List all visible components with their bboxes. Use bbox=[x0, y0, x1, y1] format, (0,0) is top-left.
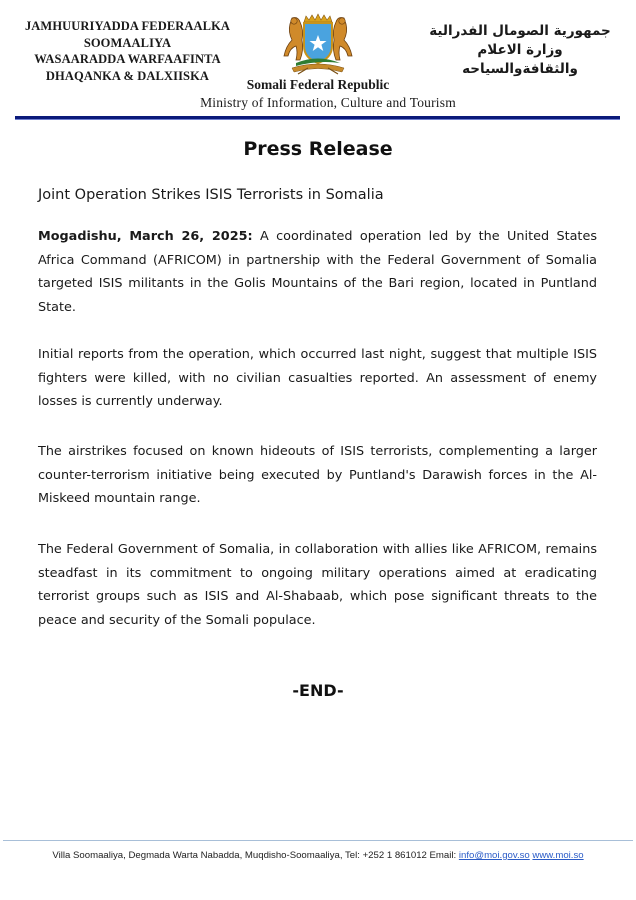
document-title: Press Release bbox=[243, 138, 393, 160]
document-subtitle: Joint Operation Strikes ISIS Terrorists in Somalia bbox=[38, 187, 384, 203]
paragraph-text: A coordinated operation led by the United States Africa Command (AFRICOM) in partnership with the Federal Government of Somalia targeted ISIS militants in the Golis Mountains of the Bari region, located in Puntland State. bbox=[38, 229, 597, 315]
dateline: Mogadishu, March 26, 2025: bbox=[38, 229, 253, 244]
somali-heading-line: SOOMAALIYA bbox=[83, 35, 172, 50]
paragraph-1 bbox=[38, 225, 597, 319]
ministry-name: Ministry of Information, Culture and Tourism bbox=[200, 95, 456, 110]
somali-heading-line: WASAARADDA WARFAAFINTA bbox=[34, 52, 221, 66]
end-marker: -END- bbox=[292, 681, 344, 700]
arabic-heading-line: وزارة الاعلام bbox=[477, 42, 563, 58]
arabic-heading bbox=[420, 22, 620, 79]
website-link[interactable]: www.moi.so bbox=[532, 850, 584, 861]
footer-divider bbox=[3, 840, 633, 841]
footer-address: Villa Soomaaliya, Degmada Warta Nabadda, Muqdisho-Soomaaliya, Tel: +252 1 861012 Email: bbox=[52, 850, 459, 861]
header-divider bbox=[15, 116, 620, 120]
somali-heading-line: JAMHUURIYADDA FEDERAALKA bbox=[24, 19, 231, 33]
paragraph-4 bbox=[38, 538, 597, 632]
paragraph-text: Initial reports from the operation, which occurred last night, suggest that multiple ISIS fighters were killed, with no civilian casualties reported. An assessment of enemy losses is currently underway. bbox=[38, 347, 597, 409]
arabic-heading-line: جمهورية الصومال الفدرالية bbox=[429, 23, 611, 39]
email-link[interactable]: info@moi.gov.so bbox=[458, 850, 530, 861]
paragraph-text: The airstrikes focused on known hideouts of ISIS terrorists, complementing a larger counter-terrorism initiative being executed by Puntland's Darawish forces in the Al-Miskeed mountain range. bbox=[38, 444, 597, 506]
somali-heading-line: DHAQANKA & DALXIISKA bbox=[45, 68, 210, 83]
arabic-heading-line: والثقافةوالسياحه bbox=[462, 61, 578, 77]
paragraph-3 bbox=[38, 440, 597, 511]
footer bbox=[0, 850, 636, 861]
paragraph-2 bbox=[38, 343, 597, 414]
republic-name: Somali Federal Republic bbox=[246, 77, 390, 92]
somali-heading bbox=[20, 18, 235, 84]
paragraph-text: The Federal Government of Somalia, in collaboration with allies like AFRICOM, remains steadfast in its commitment to ongoing military operations aimed at eradicating terrorist groups such as ISIS and Al-Shabaab, which pose significant threats to the peace and security of the Somali populace. bbox=[38, 542, 597, 628]
coat-of-arms-icon bbox=[268, 8, 368, 78]
